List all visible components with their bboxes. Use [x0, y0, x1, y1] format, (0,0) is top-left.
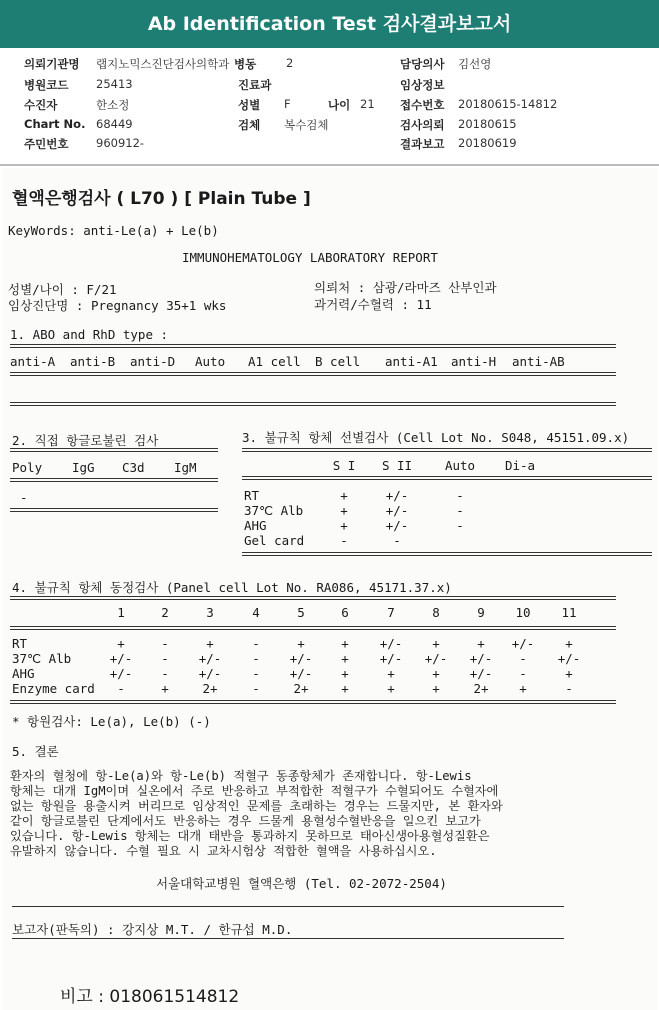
- abo-header-cell: anti-A1: [385, 354, 438, 369]
- screen-row-label: Gel card: [244, 533, 305, 548]
- screen-header-cell: Di-a: [504, 458, 536, 473]
- sex-label: 성별: [238, 98, 261, 112]
- conclusion-line: 환자의 혈청에 항-Le(a)와 항-Le(b) 적혈구 동종항체가 존재합니다. 항-Lewis: [10, 769, 472, 783]
- dat-header-cell: IgM: [174, 460, 197, 475]
- panel-cell: +/-: [424, 651, 448, 666]
- scanned-report: [2, 168, 657, 1010]
- conclusion-line: 없는 항원을 용출시켜 버리므로 임상적인 문제를 초래하는 경우는 드물지만, 본 환자와: [10, 799, 503, 813]
- rrn-value: 960912-: [96, 136, 145, 150]
- screen-header-cell: S I: [332, 458, 356, 473]
- patient-label: 수진자: [24, 98, 58, 112]
- panel-cell: +: [206, 636, 214, 651]
- rrn-label: 주민번호: [24, 137, 69, 151]
- panel-header-cell: 11: [561, 605, 577, 620]
- clinical-info-label: 임상정보: [400, 78, 445, 92]
- panel-cell: +: [341, 666, 349, 681]
- panel-row-label: RT: [12, 636, 28, 651]
- abo-header-cell: anti-AB: [512, 354, 565, 369]
- panel-cell: +: [387, 666, 395, 681]
- screen-cell: -: [456, 488, 464, 503]
- sex-age: 성별/나이 : F/21: [8, 282, 117, 297]
- section2-rule-top: [10, 448, 218, 452]
- section3-rule-top: [242, 448, 652, 452]
- panel-cell: +/-: [469, 651, 493, 666]
- blood-bank-contact: 서울대학교병원 혈액은행 (Tel. 02-2072-2504): [156, 876, 447, 891]
- chart-no-value: 68449: [96, 117, 133, 131]
- department-label: 진료과: [238, 78, 272, 92]
- screen-header-cell: Auto: [444, 458, 476, 473]
- patient-info-panel: [0, 52, 659, 164]
- screen-cell: +/-: [385, 488, 409, 503]
- abo-header-cell: anti-B: [70, 354, 116, 369]
- panel-cell: +: [297, 636, 305, 651]
- report-date-value: 20180619: [458, 136, 517, 150]
- panel-cell: 2+: [293, 681, 309, 696]
- screen-header-cell: S II: [381, 458, 413, 473]
- requester: 의뢰처 : 삼광/라마즈 산부인과: [314, 280, 497, 295]
- reporter-rule-bottom: [12, 938, 564, 939]
- panel-header-cell: 10: [515, 605, 531, 620]
- receipt-label: 접수번호: [400, 98, 445, 112]
- sex-value: F: [284, 97, 291, 111]
- panel-cell: +/-: [109, 666, 133, 681]
- section2-rule-mid: [10, 478, 218, 482]
- transfusion-history: 과거력/수혈력 : 11: [314, 297, 432, 312]
- report-date-label: 결과보고: [400, 137, 445, 151]
- lab-title: IMMUNOHEMATOLOGY LABORATORY REPORT: [182, 250, 438, 265]
- panel-cell: -: [161, 666, 169, 681]
- section2-title: 2. 직접 항글로불린 검사: [12, 433, 159, 448]
- section4-title: 4. 불규칙 항체 동정검사 (Panel cell Lot No. RA086, 45171.37.x): [12, 580, 452, 595]
- report-banner: Ab Identification Test 검사결과보고서: [0, 0, 659, 48]
- screen-cell: +: [340, 488, 348, 503]
- reporter-rule-top: [12, 906, 564, 907]
- info-divider: [0, 164, 659, 166]
- section1-rule-bottom: [10, 402, 616, 406]
- panel-cell: 2+: [202, 681, 218, 696]
- section4-rule-mid: [10, 626, 616, 630]
- screen-cell: +: [340, 518, 348, 533]
- org-label: 의뢰기관명: [24, 57, 80, 71]
- section1-rule-mid: [10, 372, 616, 376]
- antigen-result: * 항원검사: Le(a), Le(b) (-): [12, 714, 211, 729]
- panel-cell: -: [519, 651, 527, 666]
- section1-title: 1. ABO and RhD type :: [10, 327, 169, 342]
- panel-cell: -: [252, 636, 260, 651]
- age-label: 나이: [328, 98, 351, 112]
- panel-cell: +/-: [379, 651, 403, 666]
- panel-cell: -: [161, 636, 169, 651]
- panel-cell: +: [432, 681, 440, 696]
- ward-label: 병동: [234, 57, 257, 71]
- abo-header-cell: Auto: [195, 354, 226, 369]
- panel-cell: 2+: [473, 681, 489, 696]
- panel-cell: -: [161, 651, 169, 666]
- doctor-value: 김선영: [458, 57, 492, 71]
- section2-value: -: [20, 490, 28, 505]
- abo-header-cell: anti-A: [10, 354, 56, 369]
- panel-cell: +/-: [289, 651, 313, 666]
- panel-header-cell: 3: [206, 605, 214, 620]
- panel-cell: +: [432, 666, 440, 681]
- section3-rule-mid: [242, 476, 652, 480]
- patient-value: 한소정: [96, 98, 130, 112]
- specimen-label: 검체: [238, 118, 261, 132]
- panel-header-cell: 4: [252, 605, 260, 620]
- panel-cell: +/-: [289, 666, 313, 681]
- panel-header-cell: 7: [387, 605, 395, 620]
- panel-cell: +: [161, 681, 169, 696]
- conclusion-line: 항체는 대개 IgM이며 실온에서 주로 반응하고 부적합한 적혈구가 수혈되어도 수혈자에: [10, 784, 499, 798]
- screen-row-label: RT: [244, 488, 260, 503]
- section4-rule-bottom: [10, 700, 616, 704]
- screen-cell: +/-: [385, 518, 409, 533]
- panel-cell: +/-: [198, 651, 222, 666]
- doctor-label: 담당의사: [400, 57, 445, 71]
- age-value: 21: [360, 97, 375, 111]
- panel-cell: +: [341, 636, 349, 651]
- screen-row-label: 37℃ Alb: [244, 503, 304, 518]
- request-label: 검사의뢰: [400, 118, 445, 132]
- section3-title: 3. 불규칙 항체 선별검사 (Cell Lot No. S048, 45151.09.x): [242, 430, 630, 445]
- section5-title: 5. 결론: [12, 744, 59, 759]
- panel-cell: +/-: [469, 666, 493, 681]
- abo-header-cell: anti-D: [130, 354, 176, 369]
- dat-header-cell: C3d: [122, 460, 145, 475]
- abo-header-cell: A1 cell: [248, 354, 301, 369]
- panel-cell: +/-: [379, 636, 403, 651]
- panel-header-cell: 8: [432, 605, 440, 620]
- panel-cell: -: [519, 666, 527, 681]
- specimen-value: 복수검체: [284, 118, 329, 132]
- panel-header-cell: 1: [117, 605, 125, 620]
- report-title: 혈액은행검사 ( L70 ) [ Plain Tube ]: [12, 189, 311, 209]
- panel-cell: +: [432, 636, 440, 651]
- screen-cell: -: [393, 533, 401, 548]
- screen-cell: -: [456, 518, 464, 533]
- screen-cell: +/-: [385, 503, 409, 518]
- panel-cell: +: [519, 681, 527, 696]
- dat-header-cell: Poly: [12, 460, 43, 475]
- screen-cell: -: [340, 533, 348, 548]
- panel-header-cell: 2: [161, 605, 169, 620]
- panel-cell: +: [341, 681, 349, 696]
- section3-rule-bottom: [242, 552, 652, 556]
- panel-row-label: 37℃ Alb: [12, 651, 72, 666]
- section1-rule-top: [10, 344, 616, 348]
- panel-row-label: AHG: [12, 666, 35, 681]
- panel-cell: -: [252, 681, 260, 696]
- hospital-code-label: 병원코드: [24, 78, 69, 92]
- panel-cell: +/-: [511, 636, 535, 651]
- panel-header-cell: 9: [477, 605, 485, 620]
- panel-cell: +: [477, 636, 485, 651]
- abo-header-cell: anti-H: [451, 354, 497, 369]
- keywords: KeyWords: anti-Le(a) + Le(b): [8, 223, 219, 238]
- request-value: 20180615: [458, 117, 517, 131]
- panel-cell: +/-: [109, 651, 133, 666]
- screen-cell: -: [456, 503, 464, 518]
- conclusion-line: 유발하지 않습니다. 수혈 필요 시 교차시험상 적합한 혈액을 사용하십시오.: [10, 844, 437, 858]
- panel-cell: -: [252, 651, 260, 666]
- screen-row-label: AHG: [244, 518, 267, 533]
- panel-header-cell: 6: [341, 605, 349, 620]
- panel-cell: +: [341, 651, 349, 666]
- section4-rule-top: [10, 596, 616, 600]
- screen-cell: +: [340, 503, 348, 518]
- dat-header-cell: IgG: [72, 460, 95, 475]
- hospital-code-value: 25413: [96, 77, 133, 91]
- diagnosis: 임상진단명 : Pregnancy 35+1 wks: [8, 298, 227, 313]
- section2-rule-bottom: [10, 508, 218, 512]
- panel-row-label: Enzyme card: [12, 681, 95, 696]
- chart-no-label: Chart No.: [24, 117, 86, 131]
- ward-value: 2: [286, 56, 294, 70]
- conclusion-line: 있습니다. 항-Lewis 항체는 대개 태반을 통과하지 못하므로 태아신생아용혈성질환은: [10, 829, 490, 843]
- panel-cell: +: [565, 666, 573, 681]
- panel-cell: +/-: [198, 666, 222, 681]
- conclusion-line: 같이 항글로불린 단계에서도 반응하는 경우 드물게 용혈성수혈반응을 일으킨 보고가: [10, 814, 481, 828]
- panel-header-cell: 5: [297, 605, 305, 620]
- panel-cell: +: [565, 636, 573, 651]
- panel-cell: +/-: [557, 651, 581, 666]
- panel-cell: +: [117, 636, 125, 651]
- reporter: 보고자(판독의) : 강지상 M.T. / 한규섭 M.D.: [12, 922, 293, 937]
- receipt-value: 20180615-14812: [458, 97, 558, 111]
- panel-cell: -: [565, 681, 573, 696]
- org-value: 랩지노믹스진단검사의학과: [96, 57, 230, 71]
- panel-cell: -: [117, 681, 125, 696]
- abo-header-cell: B cell: [315, 354, 361, 369]
- panel-cell: -: [252, 666, 260, 681]
- note: 비고 : 018061514812: [60, 987, 240, 1007]
- panel-cell: +: [387, 681, 395, 696]
